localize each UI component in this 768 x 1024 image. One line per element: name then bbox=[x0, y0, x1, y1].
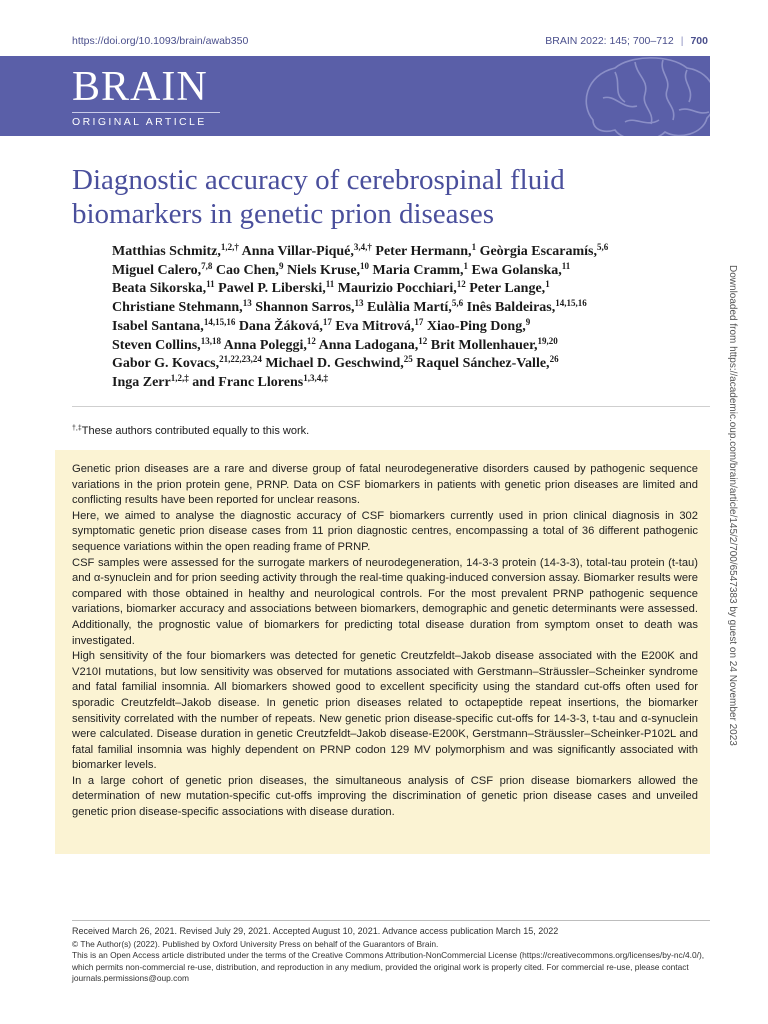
affiliation-mark[interactable]: 9 bbox=[278, 260, 284, 271]
affiliation-mark[interactable]: 13 bbox=[354, 298, 364, 309]
banner-divider bbox=[72, 112, 220, 113]
author-name[interactable]: Steven Collins, bbox=[112, 337, 201, 353]
affiliation-mark[interactable]: 9 bbox=[525, 316, 531, 327]
equal-contribution-marks: †,‡ bbox=[72, 425, 82, 432]
equal-contribution-text: These authors contributed equally to this work. bbox=[81, 425, 310, 437]
received-dates: Received March 26, 2021. Revised July 29, 2021. Accepted August 10, 2021. Advance access publication March 15, 2022 bbox=[72, 926, 559, 936]
author-line bbox=[112, 299, 737, 318]
author-name[interactable]: Isabel Santana, bbox=[112, 318, 204, 334]
article-title: Diagnostic accuracy of cerebrospinal fluid biomarkers in genetic prion diseases bbox=[72, 164, 565, 230]
page-number: 700 bbox=[690, 35, 708, 47]
author-name[interactable]: Dana Žáková, bbox=[235, 318, 323, 334]
author-list bbox=[72, 243, 737, 393]
author-name[interactable]: Anna Ladogana, bbox=[315, 337, 419, 353]
author-name[interactable]: Eva Mitrová, bbox=[331, 318, 415, 334]
abstract-results: High sensitivity of the four biomarkers was detected for genetic Creutzfeldt–Jakob disease associated with the E200K and V210I mutations, but low sensitivity was observed for mutations associated with Gerstmann–Sträussler–Scheinker syndrome and fatal familial insomnia. All biomarkers showed good to excellent specificity using the standard cut-offs often used for sporadic Creutzfeldt–Jakob disease. In genetic prion diseases related to octapeptide repeat insertions, the biomarker sensitivity correlated with the number of repeats. New genetic prion disease-specific cut-offs for 14-3-3, t-tau and α-synuclein were calculated. Disease duration in genetic Creutzfeldt–Jakob disease-E200K, Gerstmann–Sträussler–Scheinker-P102L and fatal familial insomnia was highly dependent on PRNP codon 129 MV polymorphism and was significantly associated with biomarker levels. bbox=[72, 650, 698, 772]
affiliation-mark[interactable]: 25 bbox=[403, 354, 413, 365]
affiliation-mark[interactable]: 11 bbox=[561, 260, 571, 271]
author-name[interactable]: Maurizio Pocchiari, bbox=[334, 281, 457, 297]
author-name[interactable]: Inga Zerr bbox=[112, 374, 171, 390]
journal-logo: BRAIN bbox=[72, 64, 208, 110]
equal-contribution-note bbox=[72, 425, 309, 437]
abstract-methods: Here, we aimed to analyse the diagnostic accuracy of CSF biomarkers currently used in prion clinical diagnosis in 302 symptomatic genetic prion disease cases from 11 prion diagnostic centres, encompassing a total of 36 different pathogenic sequence variations within the open reading frame of PRNP. bbox=[72, 509, 698, 553]
affiliation-mark[interactable]: 17 bbox=[322, 316, 332, 327]
affiliation-mark[interactable]: 17 bbox=[414, 316, 424, 327]
author-name[interactable]: Beata Sikorska, bbox=[112, 281, 207, 297]
author-name[interactable]: Ewa Golanska, bbox=[468, 262, 562, 278]
author-name[interactable]: Raquel Sánchez-Valle, bbox=[412, 356, 550, 372]
affiliation-mark[interactable]: 7,8 bbox=[201, 260, 213, 271]
affiliation-mark[interactable]: 10 bbox=[360, 260, 370, 271]
affiliation-mark[interactable]: 1 bbox=[545, 279, 550, 290]
license-notice: This is an Open Access article distributed under the terms of the Creative Commons Attribution-NonCommercial License (https://creativecommons.org/licenses/by-nc/4.0/), which permits non-commercial re-use, distribution, and reproduction in any medium, provided the original work is properly cited. For commercial re-use, please contact journals.permissions@oup.com bbox=[72, 950, 705, 983]
affiliation-mark[interactable]: 21,22,23,24 bbox=[219, 354, 262, 365]
affiliation-mark[interactable]: 19,20 bbox=[537, 335, 558, 346]
affiliation-mark[interactable]: 1 bbox=[463, 260, 469, 271]
affiliation-mark[interactable]: 1,2,‡ bbox=[170, 372, 189, 383]
author-line bbox=[112, 280, 737, 299]
author-line bbox=[112, 355, 737, 374]
affiliation-mark[interactable]: 5,6 bbox=[596, 242, 609, 252]
author-name[interactable]: Maria Cramm, bbox=[369, 262, 464, 278]
author-name[interactable]: Xiao-Ping Dong, bbox=[423, 318, 526, 334]
author-line bbox=[112, 243, 737, 262]
author-line bbox=[112, 318, 737, 337]
article-type: ORIGINAL ARTICLE bbox=[72, 116, 207, 128]
author-name[interactable]: Anna Villar-Piqué, bbox=[238, 244, 354, 259]
author-name[interactable]: Miguel Calero, bbox=[112, 262, 202, 278]
journal-citation bbox=[545, 35, 708, 47]
article-footer bbox=[72, 920, 710, 985]
abstract-background: Genetic prion diseases are a rare and diverse group of fatal neurodegenerative disorders caused by pathogenic sequence variations in the prion protein gene, PRNP. Data on CSF biomarkers in patients with genetic prion diseases are limited and conflicting results have been reported for unclear reasons. bbox=[72, 463, 698, 507]
abstract-conclusion: In a large cohort of genetic prion diseases, the simultaneous analysis of CSF prion disease biomarkers allowed the determination of new mutation-specific cut-offs improving the discrimination of genetic prion disease cases and unveiled genetic prion disease-specific associations with disease duration. bbox=[72, 774, 698, 819]
author-name[interactable]: Anna Poleggi, bbox=[220, 337, 307, 353]
author-line bbox=[112, 262, 737, 281]
author-name[interactable]: Peter Hermann, bbox=[371, 244, 472, 259]
author-name[interactable]: Inês Baldeiras, bbox=[463, 300, 556, 316]
journal-banner bbox=[0, 56, 710, 136]
download-watermark: Downloaded from https://academic.oup.com/brain/article/145/2/700/6547383 by guest on 24 November 2023 bbox=[727, 265, 738, 746]
affiliation-mark[interactable]: 11 bbox=[206, 279, 215, 290]
author-name[interactable]: Peter Lange, bbox=[465, 281, 546, 297]
brain-illustration-icon bbox=[575, 56, 710, 136]
author-name[interactable]: Christiane Stehmann, bbox=[112, 300, 243, 316]
affiliation-mark[interactable]: 11 bbox=[325, 279, 335, 290]
affiliation-mark[interactable]: 14,15,16 bbox=[203, 316, 236, 327]
author-line bbox=[112, 337, 737, 356]
affiliation-mark[interactable]: 3,4,† bbox=[353, 242, 372, 252]
affiliation-mark[interactable]: 1,3,4,‡ bbox=[303, 372, 328, 383]
author-name[interactable]: Pawel P. Liberski, bbox=[214, 281, 326, 297]
author-name[interactable]: and Franc Llorens bbox=[188, 374, 304, 390]
affiliation-mark[interactable]: 12 bbox=[456, 279, 466, 290]
copyright-notice: © The Author(s) (2022). Published by Oxford University Press on behalf of the Guarantors of Brain. bbox=[72, 938, 439, 949]
affiliation-mark[interactable]: 12 bbox=[306, 335, 316, 346]
author-name[interactable]: Cao Chen, bbox=[212, 262, 279, 278]
author-name[interactable]: Brit Mollenhauer, bbox=[427, 337, 538, 353]
doi-link[interactable]: https://doi.org/10.1093/brain/awab350 bbox=[72, 35, 249, 47]
author-name[interactable]: Matthias Schmitz, bbox=[112, 244, 221, 259]
author-name[interactable]: Geòrgia Escaramís, bbox=[476, 244, 597, 259]
abstract-measures: CSF samples were assessed for the surrogate markers of neurodegeneration, 14-3-3 protein (14-3-3), total-tau protein (t-tau) and α-synuclein and for prion seeding activity through the real-time quaking-induced conversion assay. Biomarker results were compared with those obtained in healthy and neurological controls. For the most prevalent PRNP pathogenic sequence variations, biomarker accuracy and associations between biomarkers, demographic and genetic determinants were assessed. Additionally, the prognostic value of biomarkers for predicting total disease duration from symptom onset to death was investigated. bbox=[72, 556, 698, 647]
affiliation-mark[interactable]: 13 bbox=[242, 298, 252, 309]
affiliation-mark[interactable]: 13,18 bbox=[200, 335, 221, 346]
affiliation-mark[interactable]: 5,6 bbox=[451, 298, 464, 309]
affiliation-mark[interactable]: 1,2,† bbox=[220, 242, 239, 252]
affiliation-mark[interactable]: 26 bbox=[549, 354, 559, 365]
author-name[interactable]: Shannon Sarros, bbox=[251, 300, 355, 316]
author-name[interactable]: Michael D. Geschwind, bbox=[261, 356, 404, 372]
abstract-box bbox=[55, 450, 710, 854]
author-name[interactable]: Eulàlia Martí, bbox=[363, 300, 452, 316]
affiliation-mark[interactable]: 14,15,16 bbox=[555, 298, 587, 309]
header-separator: | bbox=[680, 35, 684, 47]
author-line bbox=[112, 374, 737, 393]
citation-text: BRAIN 2022: 145; 700–712 bbox=[545, 35, 674, 47]
affiliation-mark[interactable]: 12 bbox=[418, 335, 428, 346]
author-name[interactable]: Gabor G. Kovacs, bbox=[112, 356, 220, 372]
author-divider bbox=[72, 406, 710, 407]
author-name[interactable]: Niels Kruse, bbox=[283, 262, 361, 278]
affiliation-mark[interactable]: 1 bbox=[471, 242, 477, 252]
